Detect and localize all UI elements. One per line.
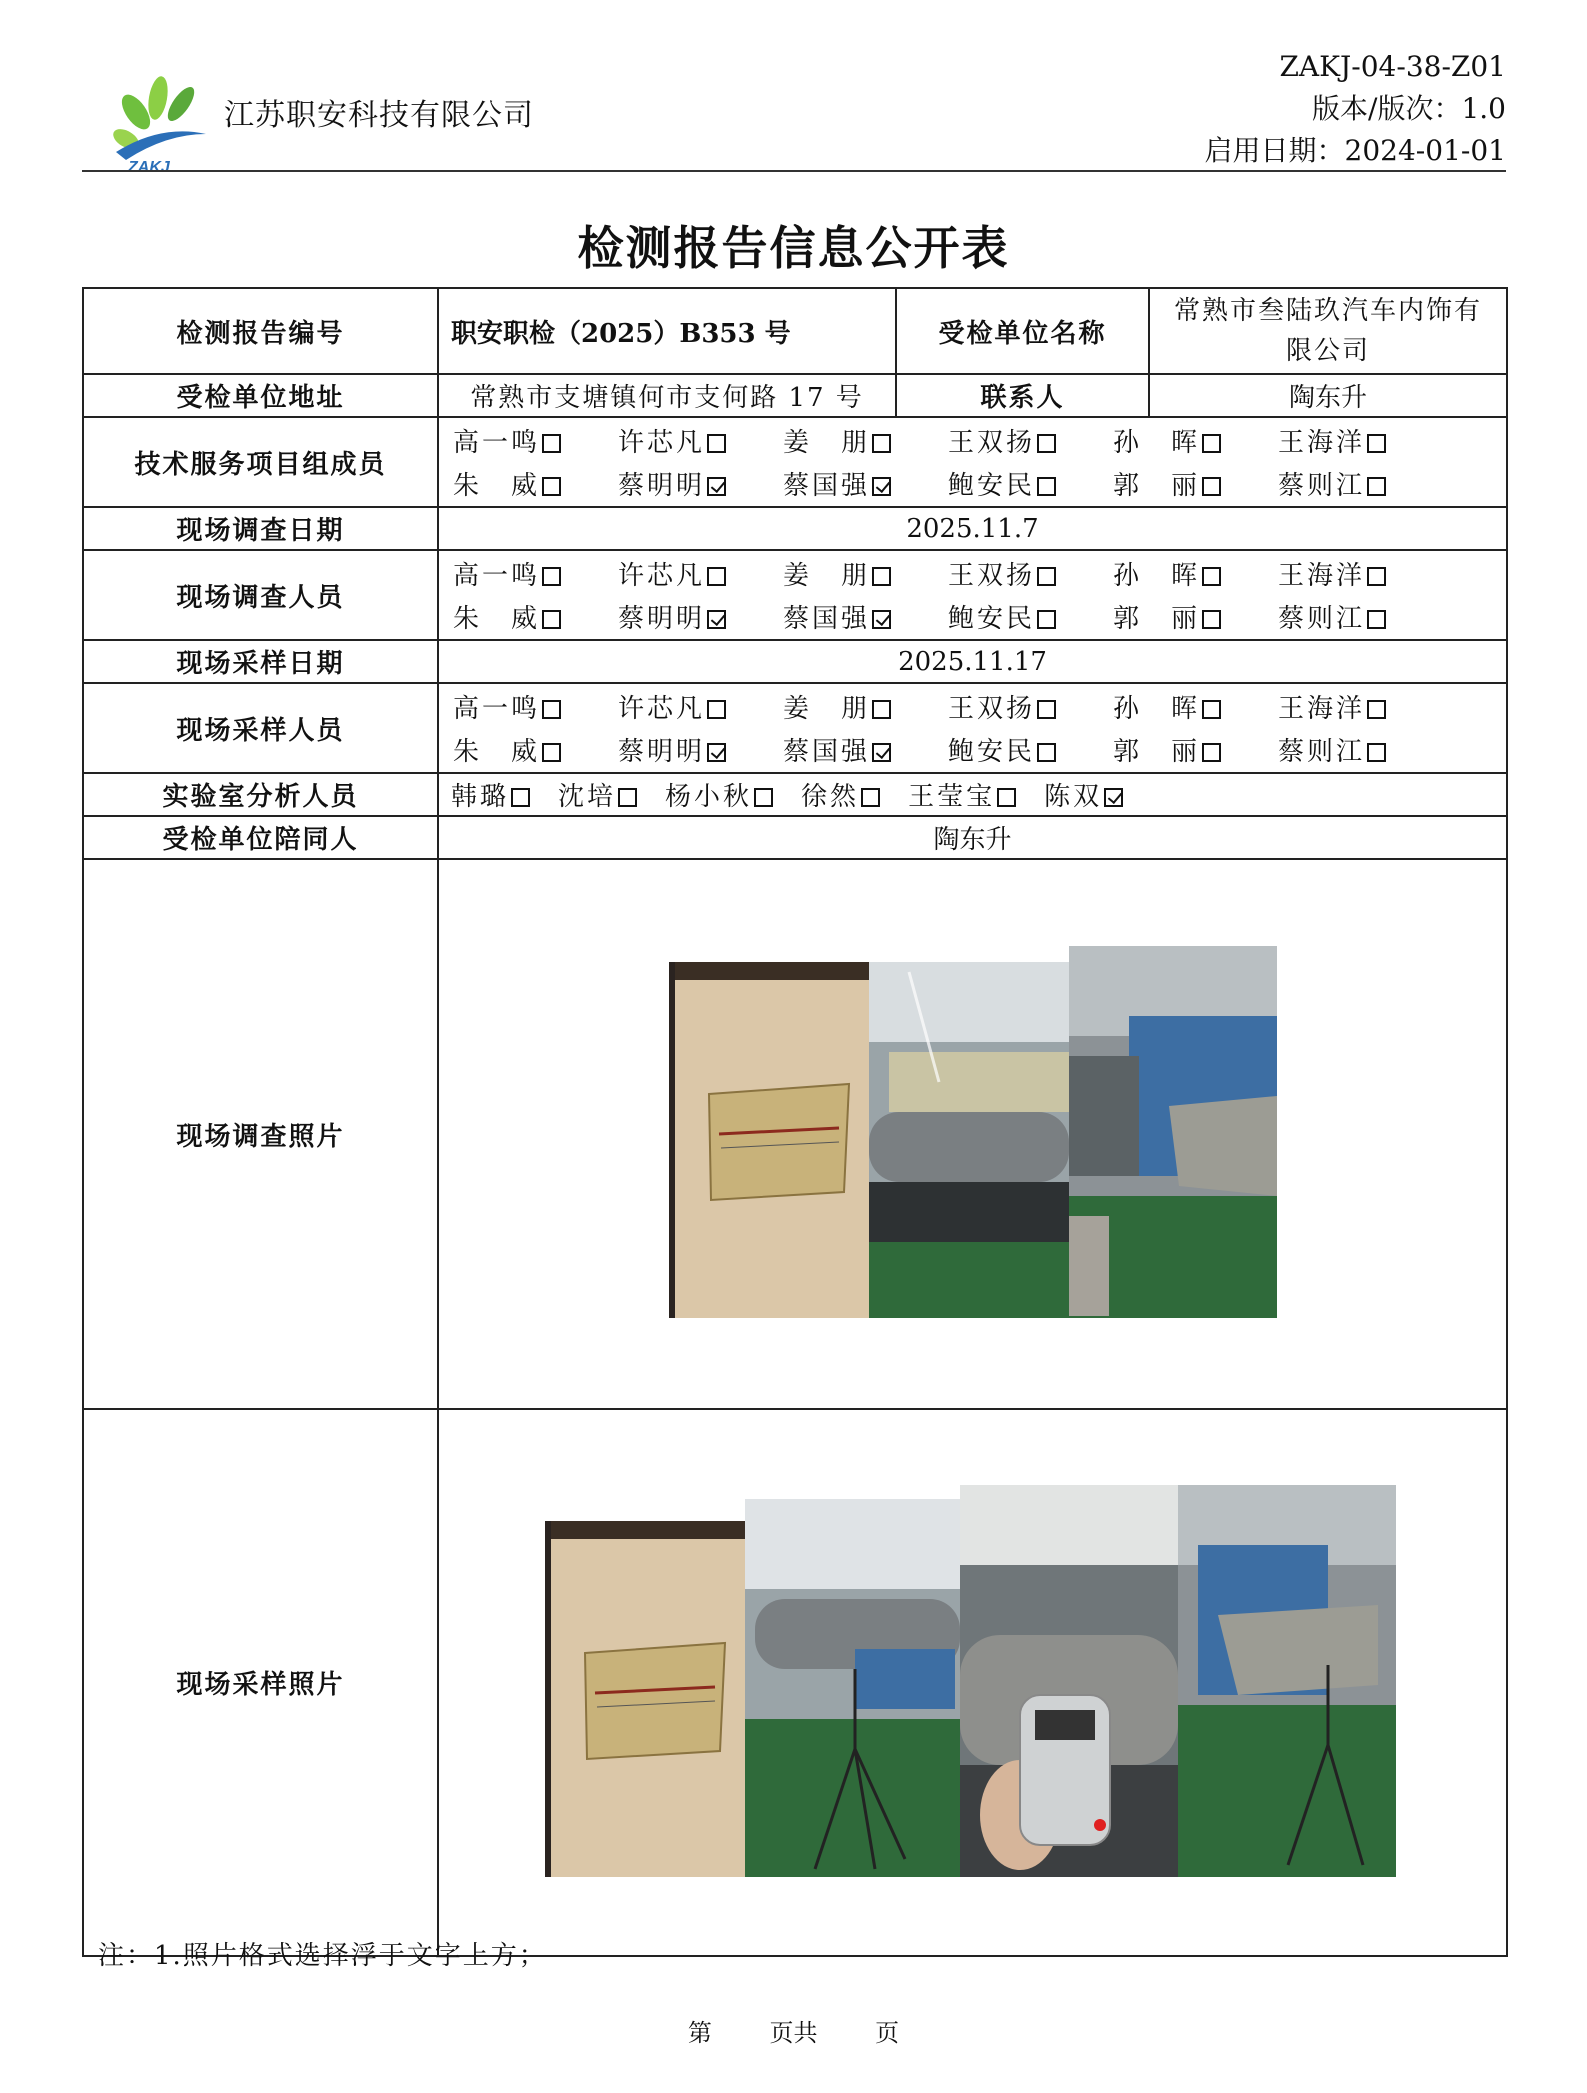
checked-box-icon <box>1104 788 1123 807</box>
person-entry <box>618 598 783 635</box>
checked-box-icon <box>707 477 726 496</box>
person-entry <box>453 731 618 768</box>
person-entry <box>618 555 783 592</box>
doc-effective-date: 启用日期：2024-01-01 <box>1204 134 1506 167</box>
checked-box-icon <box>872 743 891 762</box>
person-entry <box>618 465 783 502</box>
survey-photo-label: 现场调查照片 <box>83 859 438 1409</box>
person-name: 朱 威 <box>453 471 541 501</box>
photo-blue-machine <box>1069 946 1277 1318</box>
person-name: 蔡明明 <box>618 471 706 501</box>
person-name: 郭 丽 <box>1113 471 1201 501</box>
team-label: 技术服务项目组成员 <box>83 417 438 507</box>
person-entry <box>618 731 783 768</box>
person-entry <box>1278 598 1443 635</box>
person-name: 王双扬 <box>948 694 1036 724</box>
address-label: 受检单位地址 <box>83 374 438 417</box>
person-entry <box>783 598 948 635</box>
person-entry <box>1278 688 1443 725</box>
checkbox-icon <box>1367 477 1386 496</box>
checkbox-icon <box>707 567 726 586</box>
doc-version: 版本/版次：1.0 <box>1312 92 1506 125</box>
photo-blue-machine-tripod <box>1178 1485 1396 1877</box>
report-no-value: 职安职检（2025）B353 号 <box>438 288 896 374</box>
footer-page-of: 页共 <box>769 2019 818 2047</box>
person-name: 王莹宝 <box>908 782 996 812</box>
person-entry <box>948 555 1113 592</box>
person-entry <box>453 422 618 459</box>
checkbox-icon <box>997 788 1016 807</box>
escort-value: 陶东升 <box>438 816 1507 859</box>
checkbox-icon <box>1367 743 1386 762</box>
person-name: 蔡则江 <box>1278 737 1366 767</box>
escort-label: 受检单位陪同人 <box>83 816 438 859</box>
checkbox-icon <box>542 743 561 762</box>
lab-members-list <box>451 776 1494 813</box>
survey-date-value: 2025.11.7 <box>438 507 1507 550</box>
survey-staff-list <box>451 551 1494 639</box>
person-name: 蔡国强 <box>783 471 871 501</box>
checkbox-icon <box>1367 700 1386 719</box>
checkbox-icon <box>542 477 561 496</box>
checkbox-icon <box>1367 610 1386 629</box>
person-name: 姜 朋 <box>783 428 871 458</box>
row-report-no <box>83 288 1507 374</box>
row-escort <box>83 816 1507 859</box>
person-name: 许芯凡 <box>618 694 706 724</box>
checkbox-icon <box>1202 567 1221 586</box>
survey-date-label: 现场调查日期 <box>83 507 438 550</box>
row-sampling-staff <box>83 683 1507 773</box>
lab-label: 实验室分析人员 <box>83 773 438 816</box>
person-entry <box>948 465 1113 502</box>
report-info-table <box>82 287 1508 1957</box>
person-entry <box>453 555 618 592</box>
person-name: 王双扬 <box>948 561 1036 591</box>
person-name: 陈双 <box>1044 782 1103 812</box>
person-entry <box>1044 776 1123 813</box>
person-entry <box>948 422 1113 459</box>
photo-plaque <box>669 962 869 1318</box>
checkbox-icon <box>1037 743 1056 762</box>
photo-noise-meter <box>960 1485 1178 1877</box>
checked-box-icon <box>872 477 891 496</box>
svg-text:ZAKJ: ZAKJ <box>128 159 170 174</box>
checkbox-icon <box>1037 434 1056 453</box>
person-name: 高一鸣 <box>453 428 541 458</box>
person-name: 沈培 <box>558 782 617 812</box>
checkbox-icon <box>707 434 726 453</box>
company-logo <box>106 64 216 174</box>
sampling-staff-list <box>451 684 1494 772</box>
person-name: 鲍安民 <box>948 604 1036 634</box>
checkbox-icon <box>511 788 530 807</box>
sampling-date-value: 2025.11.17 <box>438 640 1507 683</box>
person-name: 王双扬 <box>948 428 1036 458</box>
person-name: 许芯凡 <box>618 561 706 591</box>
person-name: 蔡明明 <box>618 737 706 767</box>
person-name: 高一鸣 <box>453 694 541 724</box>
person-entry <box>453 465 618 502</box>
person-name: 蔡国强 <box>783 604 871 634</box>
document-meta <box>1205 46 1506 172</box>
person-name: 杨小秋 <box>665 782 753 812</box>
checked-box-icon <box>707 743 726 762</box>
unit-name-value: 常熟市叁陆玖汽车内饰有限公司 <box>1149 288 1507 374</box>
row-survey-staff <box>83 550 1507 640</box>
checkbox-icon <box>618 788 637 807</box>
row-sampling-photos <box>83 1409 1507 1956</box>
unit-name-label: 受检单位名称 <box>896 288 1149 374</box>
row-team <box>83 417 1507 507</box>
checkbox-icon <box>542 610 561 629</box>
person-entry <box>908 776 1016 813</box>
person-name: 韩璐 <box>451 782 510 812</box>
person-name: 孙 晖 <box>1113 561 1201 591</box>
person-name: 王海洋 <box>1278 561 1366 591</box>
person-name: 蔡国强 <box>783 737 871 767</box>
footer-page-suffix: 页 <box>875 2019 900 2047</box>
checkbox-icon <box>1037 700 1056 719</box>
person-entry <box>558 776 637 813</box>
sampling-photo-label: 现场采样照片 <box>83 1409 438 1956</box>
checkbox-icon <box>872 434 891 453</box>
sampling-date-label: 现场采样日期 <box>83 640 438 683</box>
row-address <box>83 374 1507 417</box>
person-entry <box>948 598 1113 635</box>
report-no-label: 检测报告编号 <box>83 288 438 374</box>
person-entry <box>783 731 948 768</box>
person-entry <box>451 776 530 813</box>
person-name: 王海洋 <box>1278 694 1366 724</box>
row-survey-date <box>83 507 1507 550</box>
checkbox-icon <box>1202 434 1221 453</box>
checkbox-icon <box>1037 567 1056 586</box>
person-entry <box>1113 598 1278 635</box>
checkbox-icon <box>1367 434 1386 453</box>
doc-code: ZAKJ-04-38-Z01 <box>1279 50 1506 83</box>
checkbox-icon <box>872 567 891 586</box>
person-entry <box>783 555 948 592</box>
person-entry <box>618 422 783 459</box>
page-footer <box>0 2013 1587 2048</box>
survey-staff-label: 现场调查人员 <box>83 550 438 640</box>
checkbox-icon <box>872 700 891 719</box>
person-name: 鲍安民 <box>948 471 1036 501</box>
row-survey-photos <box>83 859 1507 1409</box>
person-entry <box>1113 555 1278 592</box>
checkbox-icon <box>1202 610 1221 629</box>
photo-sampler-tripod <box>745 1499 960 1877</box>
person-entry <box>618 688 783 725</box>
checkbox-icon <box>754 788 773 807</box>
company-name: 江苏职安科技有限公司 <box>224 98 534 133</box>
contact-label: 联系人 <box>896 374 1149 417</box>
row-sampling-date <box>83 640 1507 683</box>
person-name: 姜 朋 <box>783 694 871 724</box>
person-entry <box>801 776 880 813</box>
person-entry <box>1278 731 1443 768</box>
person-name: 姜 朋 <box>783 561 871 591</box>
page-title: 检测报告信息公开表 <box>577 221 1010 275</box>
page-header <box>82 38 1506 172</box>
sampling-staff-label: 现场采样人员 <box>83 683 438 773</box>
header-divider <box>82 170 1506 172</box>
person-entry <box>453 688 618 725</box>
person-entry <box>783 688 948 725</box>
person-name: 鲍安民 <box>948 737 1036 767</box>
address-value: 常熟市支塘镇何市支何路 17 号 <box>438 374 896 417</box>
person-entry <box>1278 465 1443 502</box>
person-name: 孙 晖 <box>1113 428 1201 458</box>
survey-photo-cell <box>438 859 1507 1409</box>
person-name: 蔡则江 <box>1278 471 1366 501</box>
checkbox-icon <box>1367 567 1386 586</box>
person-name: 高一鸣 <box>453 561 541 591</box>
footer-page-prefix: 第 <box>687 2019 712 2047</box>
person-entry <box>783 465 948 502</box>
checkbox-icon <box>542 567 561 586</box>
checked-box-icon <box>707 610 726 629</box>
person-name: 徐然 <box>801 782 860 812</box>
person-name: 郭 丽 <box>1113 604 1201 634</box>
checked-box-icon <box>872 610 891 629</box>
person-name: 许芯凡 <box>618 428 706 458</box>
person-name: 郭 丽 <box>1113 737 1201 767</box>
checkbox-icon <box>707 700 726 719</box>
checkbox-icon <box>1202 743 1221 762</box>
person-entry <box>453 598 618 635</box>
person-name: 朱 威 <box>453 737 541 767</box>
team-members-list <box>451 418 1494 506</box>
photo-machine-roll <box>869 962 1069 1318</box>
person-entry <box>948 688 1113 725</box>
person-entry <box>1113 731 1278 768</box>
row-lab <box>83 773 1507 816</box>
person-name: 孙 晖 <box>1113 694 1201 724</box>
person-entry <box>1278 422 1443 459</box>
footnote: 注：1.照片格式选择浮于文字上方； <box>98 1941 547 1971</box>
checkbox-icon <box>542 434 561 453</box>
contact-value: 陶东升 <box>1149 374 1507 417</box>
person-entry <box>665 776 773 813</box>
person-name: 王海洋 <box>1278 428 1366 458</box>
person-name: 蔡则江 <box>1278 604 1366 634</box>
checkbox-icon <box>542 700 561 719</box>
checkbox-icon <box>1202 477 1221 496</box>
sampling-photo-cell <box>438 1409 1507 1956</box>
person-entry <box>1278 555 1443 592</box>
person-entry <box>1113 422 1278 459</box>
photo-plaque-2 <box>545 1521 745 1877</box>
person-entry <box>1113 688 1278 725</box>
person-name: 蔡明明 <box>618 604 706 634</box>
person-entry <box>948 731 1113 768</box>
checkbox-icon <box>1037 477 1056 496</box>
person-entry <box>1113 465 1278 502</box>
checkbox-icon <box>1202 700 1221 719</box>
checkbox-icon <box>1037 610 1056 629</box>
checkbox-icon <box>861 788 880 807</box>
person-entry <box>783 422 948 459</box>
person-name: 朱 威 <box>453 604 541 634</box>
